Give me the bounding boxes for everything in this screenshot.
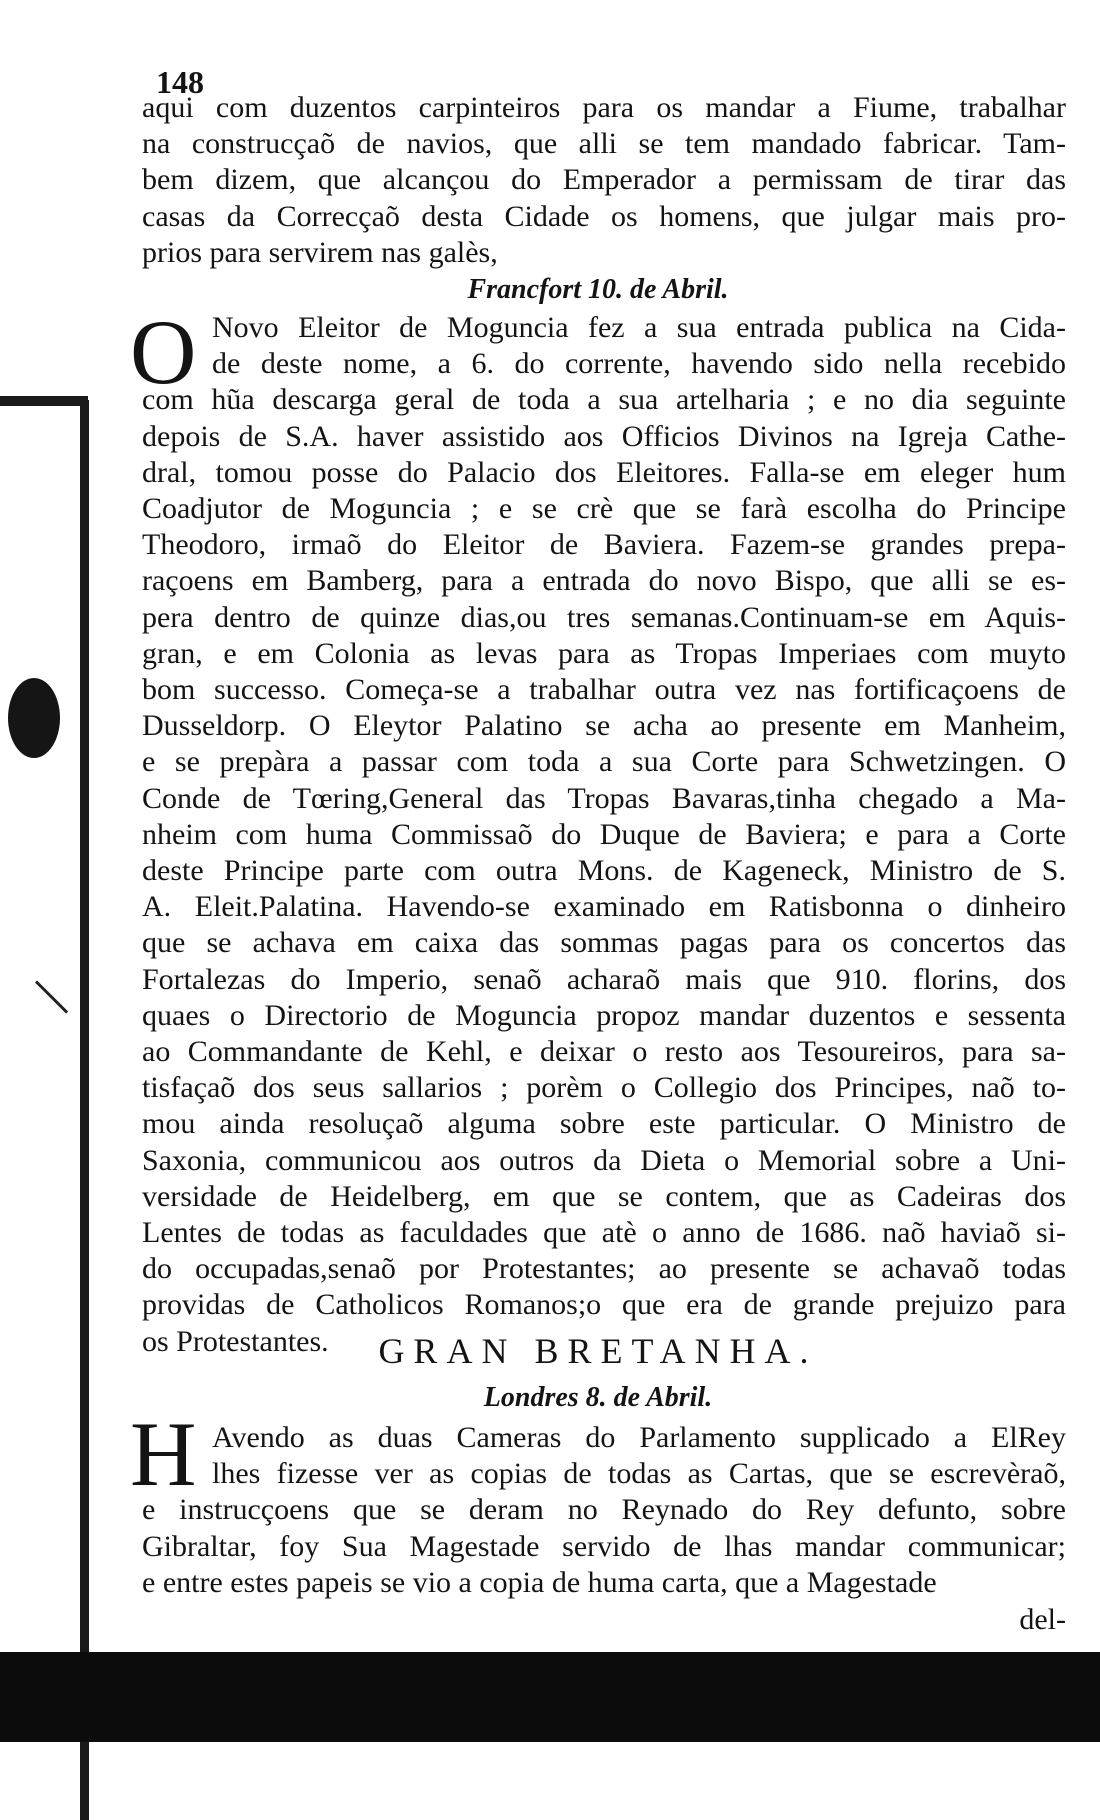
dateline-francfort: Francfort 10. de Abril. <box>467 274 729 305</box>
text-line: Novo Eleitor de Moguncia fez a sua entrada publica na Cida- <box>212 311 1066 344</box>
paragraph-2 <box>142 310 1066 1360</box>
text-line: pera dentro de quinze dias,ou tres semanas.Continuam-se em Aquis- <box>142 600 1066 634</box>
text-line: com hũa descarga geral de toda a sua artelharia ; e no dia seguinte <box>142 383 1066 417</box>
text-line: Fortalezas do Imperio, senaõ acharaõ mais que 910. florins, dos <box>142 962 1066 996</box>
text-line: lhes fizesse ver as copias de todas as Cartas, que se escrevèraõ, <box>212 1457 1066 1491</box>
dateline-londres: Londres 8. de Abril. <box>483 1382 713 1413</box>
text-line: A. Eleit.Palatina. Havendo-se examinado em Ratisbonna o dinheiro <box>142 890 1066 924</box>
text-line: dral, tomou posse do Palacio dos Eleitores. Falla-se em eleger hum <box>142 455 1066 489</box>
binding-shadow <box>0 200 86 1630</box>
text-line: gran, e em Colonia as levas para as Tropas Imperiaes com muyto <box>142 636 1066 670</box>
text-line: Avendo as duas Cameras do Parlamento supplicado a ElRey <box>212 1421 1066 1454</box>
text-line: do occupadas,senaõ por Protestantes; ao presente se achavaõ todas <box>142 1252 1066 1286</box>
text-line: e entre estes papeis se vio a copia de huma carta, que a Magestade <box>142 1565 937 1599</box>
text-line: deste Principe parte com outra Mons. de Kageneck, Ministro de S. <box>142 854 1066 888</box>
text-line: casas da Correcçaõ desta Cidade os homens, que julgar mais pro- <box>142 199 1066 233</box>
paragraph-1 <box>142 90 1066 271</box>
text-line: Lentes de todas as faculdades que atè o anno de 1686. naõ haviaõ si- <box>142 1216 1066 1250</box>
stray-pen-mark <box>35 980 68 1013</box>
text-line: depois de S.A. haver assistido aos Officios Divinos na Igreja Cathe- <box>142 419 1066 453</box>
binding-top-edge <box>0 396 88 406</box>
text-line: na construcçaõ de navios, que alli se tem mandado fabricar. Tam- <box>142 127 1066 161</box>
text-line: ao Commandante de Kehl, e deixar o resto aos Tesoureiros, para sa- <box>142 1035 1066 1069</box>
text-line: os Protestantes. <box>142 1324 329 1358</box>
text-line: Coadjutor de Moguncia ; e se crè que se farà escolha do Principe <box>142 492 1066 526</box>
section-title: GRAN BRETANHA. <box>378 1331 818 1371</box>
text-line: e instrucçoens que se deram no Reynado do Rey defunto, sobre <box>142 1493 1066 1527</box>
page-number: 148 <box>156 64 204 100</box>
text-line: Gibraltar, foy Sua Magestade servido de lhas mandar communicar; <box>142 1529 1066 1563</box>
text-line: Dusseldorp. O Eleytor Palatino se acha ao presente em Manheim, <box>142 709 1066 743</box>
text-line: raçoens em Bamberg, para a entrada do novo Bispo, que alli se es- <box>142 564 1066 598</box>
text-line: de deste nome, a 6. do corrente, havendo sido nella recebido <box>212 347 1066 381</box>
text-line: bom successo. Começa-se a trabalhar outra vez nas fortificaçoens de <box>142 673 1066 707</box>
drop-cap-h: H <box>130 1403 197 1505</box>
bottom-scan-shadow <box>0 1652 1100 1742</box>
text-line: Theodoro, irmaõ do Eleitor de Baviera. Fazem-se grandes prepa- <box>142 528 1066 562</box>
text-line: providas de Catholicos Romanos;o que era de grande prejuizo para <box>142 1288 1066 1322</box>
text-line: Conde de Tœring,General das Tropas Bavaras,tinha chegado a Ma- <box>142 781 1066 815</box>
catchword-line <box>142 1602 1066 1638</box>
text-line: que se achava em caixa das sommas pagas para os concertos das <box>142 926 1066 960</box>
text-line: prios para servirem nas galès, <box>142 235 498 269</box>
paragraph-3 <box>142 1420 1066 1601</box>
text-line: nheim com huma Commissaõ do Duque de Baviera; e para a Corte <box>142 817 1066 851</box>
text-line: Saxonia, communicou aos outros da Dieta o Memorial sobre a Uni- <box>142 1143 1066 1177</box>
dark-blot-mark <box>8 678 60 758</box>
text-line: tisfaçaõ dos seus sallarios ; porèm o Collegio dos Principes, naõ to- <box>142 1071 1066 1105</box>
drop-cap-o: O <box>130 301 197 403</box>
text-line: bem dizem, que alcançou do Emperador a permissam de tirar das <box>142 163 1066 197</box>
text-line: e se prepàra a passar com toda a sua Corte para Schwetzingen. O <box>142 745 1066 779</box>
text-line: versidade de Heidelberg, em que se contem, que as Cadeiras dos <box>142 1179 1066 1213</box>
text-line: aqui com duzentos carpinteiros para os mandar a Fiume, trabalhar <box>142 91 1066 124</box>
text-line: mou ainda resoluçaõ alguma sobre este particular. O Ministro de <box>142 1107 1066 1141</box>
catchword: del- <box>1019 1603 1066 1636</box>
binding-edge <box>80 400 89 1820</box>
text-line: quaes o Directorio de Moguncia propoz mandar duzentos e sessenta <box>142 998 1066 1032</box>
